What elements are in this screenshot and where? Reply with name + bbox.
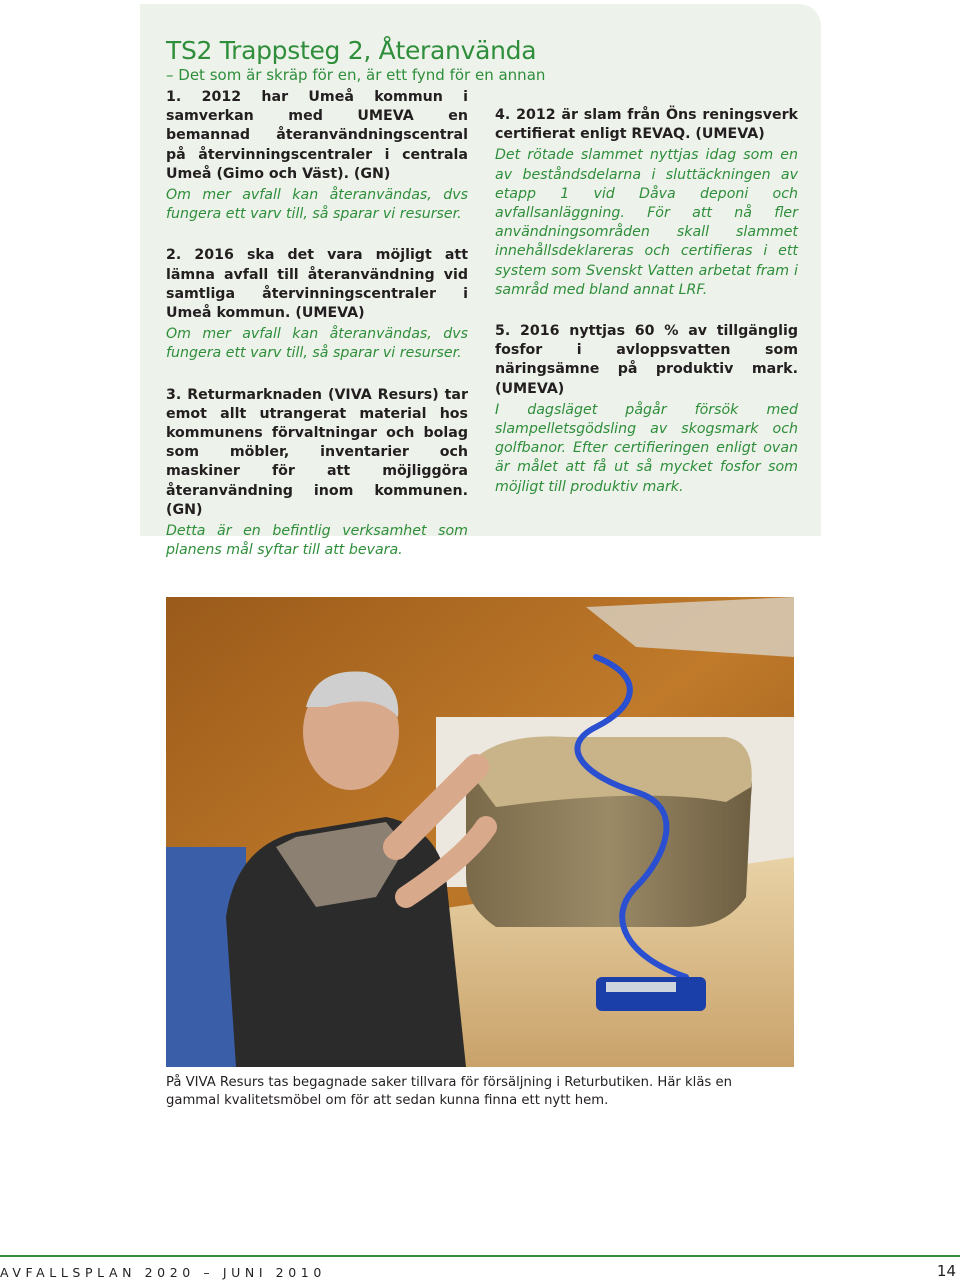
left-column xyxy=(166,88,468,582)
page-subtitle: – Det som är skräp för en, är ett fynd för en annan xyxy=(166,66,546,84)
goal-1-statement: 1. 2012 har Umeå kommun i samverkan med UMEVA en bemannad återanvändningscentral på återvinningscentraler i centrala Umeå (Gimo och Väst). (GN) xyxy=(166,89,468,182)
goal-item-2 xyxy=(166,246,468,363)
goal-item-5 xyxy=(495,322,798,497)
right-column xyxy=(495,106,798,519)
floral-fabric xyxy=(466,736,752,807)
goal-4-comment: Det rötade slammet nyttjas idag som en av beståndsdelarna i sluttäckningen av etapp 1 vid Dåva deponi och avfallsanläggning. För att nå fler användningsområden skall slammet innehållsdeklareras och certifieras i ett system som Svenskt Vatten arbetat fram i samråd med bland annat LRF. xyxy=(495,147,798,298)
goal-item-4 xyxy=(495,106,798,300)
goal-2-comment: Om mer avfall kan återanvändas, dvs fungera ett varv till, så sparar vi resurser. xyxy=(166,326,468,362)
goal-4-statement: 4. 2012 är slam från Öns reningsverk certifierat enligt REVAQ. (UMEVA) xyxy=(495,107,798,143)
goal-3-comment: Detta är en befintlig verksamhet som planens mål syftar till att bevara. xyxy=(166,523,468,559)
page-number: 14 xyxy=(936,1262,956,1280)
goal-1-comment: Om mer avfall kan återanvändas, dvs fungera ett varv till, så sparar vi resurser. xyxy=(166,187,468,223)
footer-rule xyxy=(0,1255,960,1257)
photo-caption: På VIVA Resurs tas begagnade saker tillvara för försäljning i Returbutiken. Här kläs en gammal kvalitetsmöbel om för att sedan kunna finna ett nytt hem. xyxy=(166,1075,732,1108)
upholstery-photo xyxy=(166,597,794,1067)
footer-document-title: AVFALLSPLAN 2020 – JUNI 2010 xyxy=(0,1265,326,1280)
goal-2-statement: 2. 2016 ska det vara möjligt att lämna avfall till återanvändning vid samtliga återvinningscentraler i Umeå kommun. (UMEVA) xyxy=(166,247,468,322)
goal-3-statement: 3. Returmarknaden (VIVA Resurs) tar emot allt utrangerat material hos kommunens förvaltningar och bolag som möbler, inventarier och maskiner för att möjliggöra återanvändning inom kommunen. (GN) xyxy=(166,386,468,518)
goal-item-1 xyxy=(166,88,468,224)
goal-5-comment: I dagsläget pågår försök med slampelletsgödsling av skogsmark och golfbanor. Efter certifieringen enligt ovan är målet att få ut så mycket fosfor som möjligt till produktiv mark. xyxy=(495,401,798,495)
goal-5-statement: 5. 2016 nyttjas 60 % av tillgänglig fosfor i avloppsvatten som näringsämne på produktiv mark. (UMEVA) xyxy=(495,323,798,397)
page-title: TS2 Trappsteg 2, Återanvända xyxy=(166,36,537,65)
goal-item-3 xyxy=(166,386,468,561)
